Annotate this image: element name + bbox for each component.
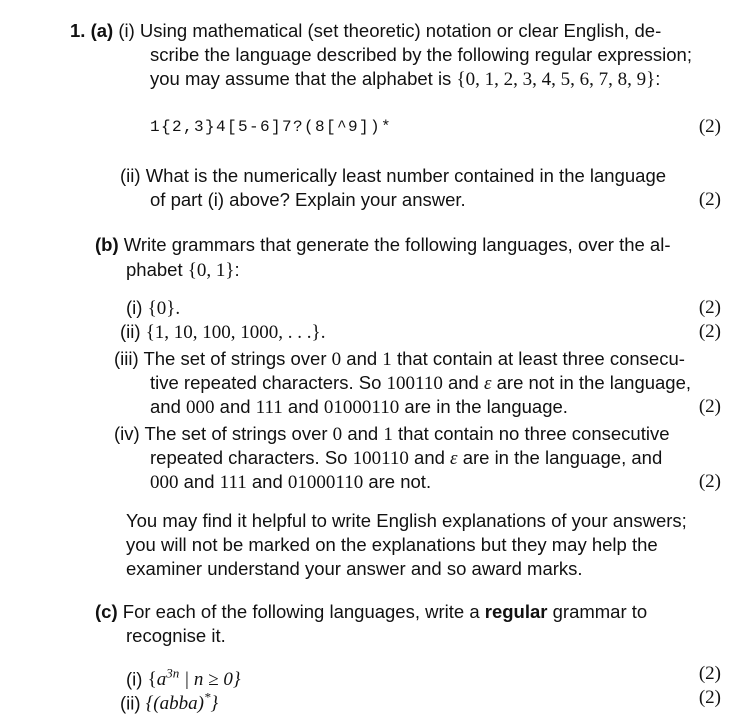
b-note-line-2: you will not be marked on the explanations but they may help the: [126, 534, 658, 555]
b-line-2: phabet {0, 1}:: [126, 259, 240, 281]
b-iv-line-3: 000 and 111 and 01000110 are not.: [150, 471, 432, 493]
part-c-label: (c): [95, 601, 118, 622]
q1-header: [70, 19, 661, 43]
b-iii-line-1: (iii) The set of strings over 0 and 1 that contain at least three consecu-: [114, 348, 685, 370]
marks-b-iv: (2): [698, 471, 721, 492]
marks-a-i: (2): [698, 116, 721, 137]
marks-a-ii: (2): [698, 189, 721, 210]
marks-c-ii: (2): [698, 687, 721, 708]
a-ii-line-1: (ii) What is the numerically least number contained in the language: [120, 165, 667, 186]
b-note-line-3: examiner understand your answer and so award marks.: [126, 558, 583, 579]
a-i-line-2: scribe the language described by the following regular expression;: [150, 44, 692, 65]
b-ii: (ii) {1, 10, 100, 1000, . . .}.: [120, 321, 326, 343]
b-note-line-1: You may find it helpful to write English explanations of your answers;: [126, 510, 687, 531]
question-number: 1.: [70, 20, 86, 41]
c-i: (i) {$a^{3n}$ | n ≥ 0}: [126, 666, 241, 691]
sub-ii-label: (ii): [120, 165, 141, 186]
sub-i-label: (i): [118, 20, 135, 41]
marks-b-iii: (2): [698, 396, 721, 417]
b-iii-line-2: tive repeated characters. So 100110 and ε are not in the language,: [150, 372, 692, 394]
marks-b-ii: (2): [698, 321, 721, 342]
marks-c-i: (2): [698, 663, 721, 684]
part-b-label: (b): [95, 234, 119, 255]
binary-alphabet: {0, 1}: [187, 260, 235, 281]
c-ii: (ii) {(abba)*}: [120, 690, 219, 715]
part-a-label: (a): [90, 20, 114, 41]
c-line-1: (c) For each of the following languages, write a regular grammar to: [95, 601, 648, 622]
marks-b-i: (2): [698, 297, 721, 318]
c-line-2: recognise it.: [126, 625, 226, 646]
b-iv-line-1: (iv) The set of strings over 0 and 1 that contain no three consecutive: [114, 423, 670, 445]
b-iii-line-3: and 000 and 111 and 01000110 are in the language.: [150, 396, 568, 418]
a-i-line-3: you may assume that the alphabet is {0, 1, 2, 3, 4, 5, 6, 7, 8, 9}:: [150, 68, 661, 90]
a-ii-line-2: of part (i) above? Explain your answer.: [150, 189, 466, 210]
b-line-1: (b) Write grammars that generate the following languages, over the al-: [95, 234, 671, 255]
b-i: (i) {0}.: [126, 297, 181, 319]
alphabet-set: {0, 1, 2, 3, 4, 5, 6, 7, 8, 9}: [456, 69, 656, 90]
regex: 1{2,3}4[5-6]7?(8[^9])*: [150, 118, 393, 136]
b-iv-line-2: repeated characters. So 100110 and ε are in the language, and: [150, 447, 663, 469]
a-i-line-1: Using mathematical (set theoretic) notation or clear English, de-: [139, 20, 662, 41]
